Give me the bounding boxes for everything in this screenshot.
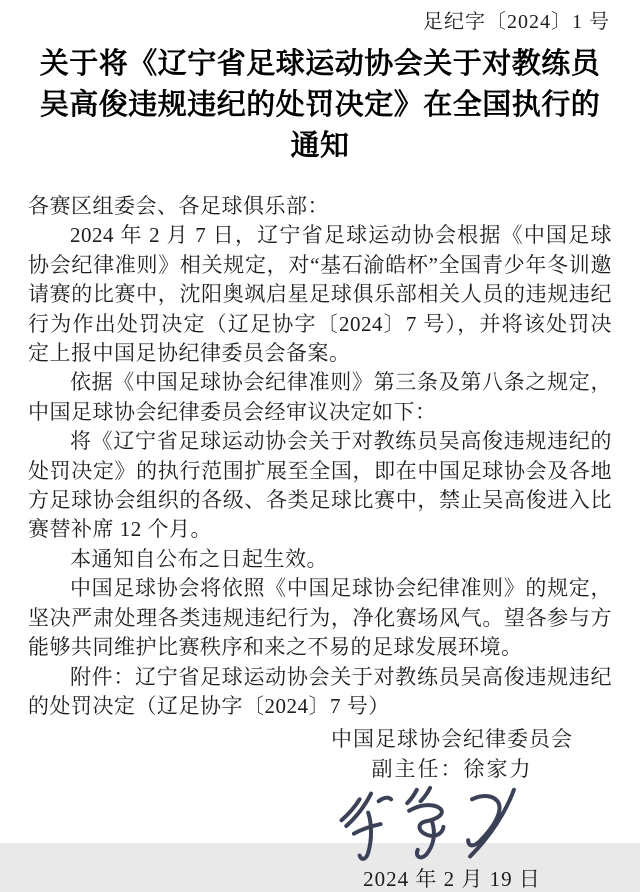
issue-date: 2024 年 2 月 19 日 [363, 867, 541, 892]
notice-title [28, 44, 612, 167]
signature-strokes [342, 788, 514, 859]
body-paragraph: 附件：辽宁省足球运动协会关于对教练员吴高俊违规违纪的处罚决定（辽足协字〔2024〕7 号） [28, 664, 612, 718]
body-paragraph: 本通知自公布之日起生效。 [70, 546, 328, 571]
signature-block [302, 724, 602, 892]
body-paragraphs [28, 221, 612, 721]
notice-title-line-2: 吴高俊违规违纪的处罚决定》在全国执行的通知 [39, 89, 601, 162]
issuing-org: 中国足球协会纪律委员会 [331, 727, 573, 752]
notice-body [28, 192, 612, 721]
body-paragraph: 依据《中国足球协会纪律准则》第三条及第八条之规定，中国足球协会纪律委员会经审议决定如下： [28, 370, 612, 424]
salutation-line: 各赛区组委会、各足球俱乐部： [28, 194, 329, 218]
body-paragraph: 中国足球协会将依照《中国足球协会纪律准则》的规定，坚决严肃处理各类违规违纪行为，净化赛场风气。望各参与方能够共同维护比赛秩序和来之不易的足球发展环境。 [28, 576, 612, 660]
handwritten-signature [332, 786, 532, 866]
body-paragraph: 将《辽宁省足球运动协会关于对教练员吴高俊违规违纪的处罚决定》的执行范围扩展至全国，即在中国足球协会及各地方足球协会组织的各级、各类足球比赛中，禁止吴高俊进入比赛替补席 12 个月。 [28, 429, 612, 542]
body-paragraph: 2024 年 2 月 7 日，辽宁省足球运动协会根据《中国足球协会纪律准则》相关规定，对“基石渝皓杯”全国青少年冬训邀请赛的比赛中，沈阳奥飒启星足球俱乐部相关人员的违规违纪行为作出处罚决定（辽足协字〔2024〕7 号），并将该处罚决定上报中国足协纪律委员会备案。 [28, 223, 612, 366]
signer-role: 副主任：徐家力 [371, 757, 533, 782]
notice-title-line-1: 关于将《辽宁省足球运动协会关于对教练员 [39, 48, 601, 80]
document-number: 足纪字〔2024〕1 号 [423, 11, 610, 33]
